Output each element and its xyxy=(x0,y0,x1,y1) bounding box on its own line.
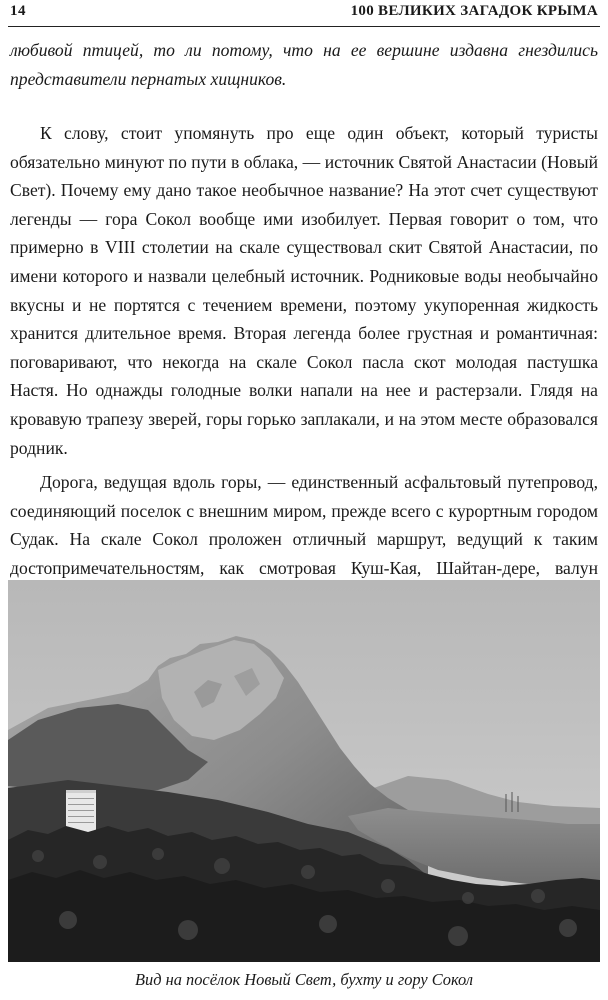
page-header xyxy=(8,0,600,27)
main-text xyxy=(10,119,598,611)
photo-mount-sokol xyxy=(8,580,600,962)
intro-italic-text: любивой птицей, то ли потому, что на ее вершине издавна гнездились представители пернатых хищников. xyxy=(10,40,598,89)
page-number: 14 xyxy=(10,3,26,19)
photo-illustration xyxy=(8,580,600,962)
paragraph: Дорога, ведущая вдоль горы, — единственный асфальтовый путепровод, соединяющий поселок с внешним миром, прежде всего с курортным городом Судак. На скале Сокол проложен отличный маршрут, ведущий к таким достопримечательностям, как смотровая Куш-Кая, Шайтан-дере, валун xyxy=(10,472,598,578)
running-title: 100 ВЕЛИКИХ ЗАГАДОК КРЫМА xyxy=(350,3,598,19)
photo-caption: Вид на посёлок Новый Свет, бухту и гору Сокол xyxy=(135,970,473,989)
paragraph: К слову, стоит упомянуть про еще один объект, который туристы обязательно минуют по пути в облака, — источник Святой Анастасии (Новый Свет). Почему ему дано такое необычное название? На этот счет существуют легенды — гора Сокол вообще ими изобилует. Первая говорит о том, что примерно в VIII столетии на скале существовал скит Святой Анастасии, по имени которого и назвали целебный источник. Родниковые воды необычайно вкусны и не портятся с течением времени, поэтому укупоренная жидкость хранится длительное время. Вторая легенда более грустная и романтичная: поговаривают, что некогда на скале Сокол пасла скот молодая пастушка Настя. Но однажды голодные волки напали на нее и растерзали. Глядя на кровавую трапезу зверей, горы горько заплакали, и на этом месте образовался родник. xyxy=(10,123,598,458)
